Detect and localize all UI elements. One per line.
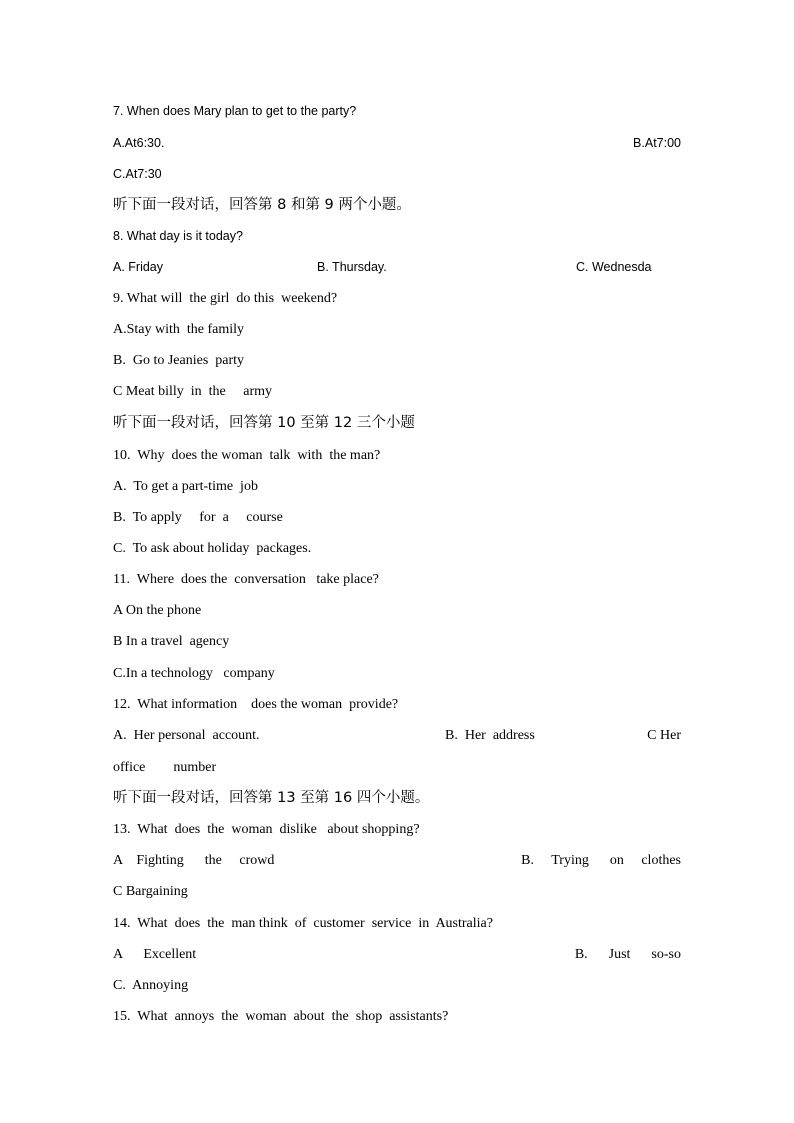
option-12a: A. Her personal account.: [113, 728, 260, 743]
question-9: 9. What will the girl do this weekend?: [113, 291, 338, 306]
question-13: 13. What does the woman dislike about shopping?: [113, 822, 420, 837]
question-11: 11. Where does the conversation take place?: [113, 572, 379, 587]
question-8-options-row: [113, 257, 681, 277]
option-14c: C. Annoying: [113, 978, 189, 993]
option-7a: A.At6:30.: [113, 136, 165, 150]
question-12-options-row: [113, 726, 681, 746]
question-14: 14. What does the man think of customer service in Australia?: [113, 916, 493, 931]
option-7b: B.At7:00: [633, 136, 681, 150]
option-13a: A Fighting the crowd: [113, 853, 275, 868]
section-instruction-10-12: 听下面一段对话，回答第 10 至第 12 三个小题: [113, 415, 415, 431]
option-13c: C Bargaining: [113, 884, 188, 899]
option-8a: A. Friday: [113, 260, 164, 274]
option-10b: B. To apply for a course: [113, 510, 283, 525]
option-12c-end: office number: [113, 760, 217, 775]
option-14b: B. Just so-so: [574, 947, 681, 962]
question-10: 10. Why does the woman talk with the man?: [113, 448, 381, 463]
question-7-options-row: [113, 133, 681, 153]
option-9a: A.Stay with the family: [113, 322, 245, 337]
question-13-options-row: [113, 851, 681, 871]
option-12b: B. Her address: [445, 728, 535, 743]
option-8b: B. Thursday.: [317, 260, 387, 274]
question-14-options-row: [113, 945, 681, 965]
section-instruction-8-9: 听下面一段对话，回答第 8 和第 9 两个小题。: [113, 197, 411, 213]
option-12c-start: C Her: [647, 728, 681, 743]
option-10c: C. To ask about holiday packages.: [113, 541, 312, 556]
question-15: 15. What annoys the woman about the shop assistants?: [113, 1009, 449, 1024]
question-12: 12. What information does the woman provide?: [113, 697, 399, 712]
option-10a: A. To get a part-time job: [113, 479, 258, 494]
section-instruction-13-16: 听下面一段对话，回答第 13 至第 16 四个小题。: [113, 790, 430, 806]
option-8c: C. Wednesda: [576, 260, 652, 274]
option-11c: C.In a technology company: [113, 666, 275, 681]
option-7c: C.At7:30: [113, 167, 162, 181]
option-11b: B In a travel agency: [113, 634, 230, 649]
option-9c: C Meat billy in the army: [113, 384, 273, 399]
question-7: 7. When does Mary plan to get to the party?: [113, 104, 357, 118]
question-8: 8. What day is it today?: [113, 229, 243, 243]
option-11a: A On the phone: [113, 603, 202, 618]
option-13b: B. Trying on clothes: [521, 853, 681, 868]
option-14a: A Excellent: [113, 947, 197, 962]
option-9b: B. Go to Jeanies party: [113, 353, 245, 368]
